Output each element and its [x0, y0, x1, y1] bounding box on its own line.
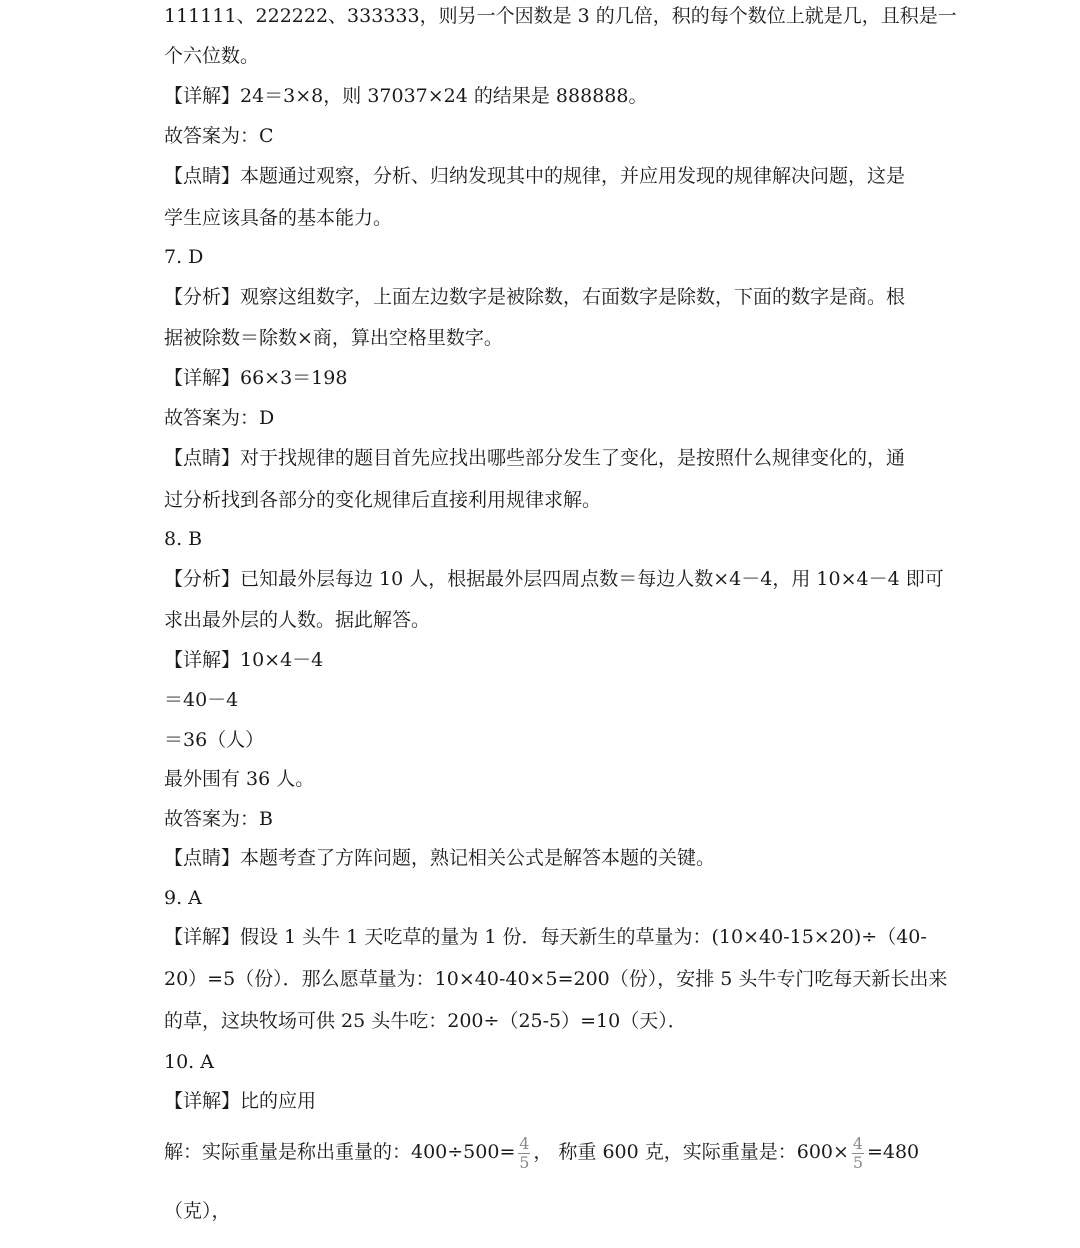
- text-line: 故答案为：C: [164, 125, 274, 147]
- text-line-with-fractions: [164, 1132, 919, 1172]
- fraction-numerator: 4: [852, 1133, 864, 1153]
- text-line: 111111、222222、333333，则另一个因数是 3 的几倍，积的每个数位上就是几，且积是一: [164, 5, 957, 27]
- text-line: 【详解】24＝3×8，则 37037×24 的结果是 888888。: [164, 85, 648, 107]
- text-segment: =480: [866, 1141, 920, 1163]
- question-number: 9. A: [164, 887, 202, 909]
- text-line: 【详解】假设 1 头牛 1 天吃草的量为 1 份．每天新生的草量为：(10×40-15×20)÷（40-: [164, 926, 927, 948]
- text-line: 【详解】66×3＝198: [164, 367, 348, 389]
- text-line: 【详解】比的应用: [164, 1090, 317, 1112]
- text-line: 【点睛】对于找规律的题目首先应找出哪些部分发生了变化，是按照什么规律变化的，通: [164, 447, 906, 469]
- text-line: 【点睛】本题考查了方阵问题，熟记相关公式是解答本题的关键。: [164, 847, 716, 869]
- text-line: 学生应该具备的基本能力。: [164, 207, 393, 229]
- text-segment: 解：实际重量是称出重量的：400÷500=: [164, 1141, 516, 1163]
- text-line: ＝36（人）: [164, 729, 265, 751]
- fraction-numerator: 4: [519, 1133, 530, 1153]
- text-line: 故答案为：B: [164, 808, 273, 830]
- text-line: 【详解】10×4－4: [164, 649, 324, 671]
- question-number: 7. D: [164, 246, 204, 268]
- text-line: 求出最外层的人数。据此解答。: [164, 609, 431, 631]
- question-number: 8. B: [164, 528, 203, 550]
- text-line: 的草，这块牧场可供 25 头牛吃：200÷（25-5）=10（天）．: [164, 1010, 687, 1032]
- text-line: （克），: [164, 1200, 231, 1222]
- text-line: ＝40－4: [164, 689, 239, 711]
- text-line: 个六位数。: [164, 45, 260, 67]
- text-line: 过分析找到各部分的变化规律后直接利用规律求解。: [164, 489, 602, 511]
- text-line: 【分析】已知最外层每边 10 人，根据最外层四周点数＝每边人数×4－4，用 10×4－4 即可: [164, 568, 944, 590]
- fraction-denominator: 5: [519, 1152, 530, 1172]
- fraction-denominator: 5: [852, 1152, 864, 1172]
- text-line: 【点睛】本题通过观察，分析、归纳发现其中的规律，并应用发现的规律解决问题，这是: [164, 165, 906, 187]
- text-line: 20）=5（份）．那么愿草量为：10×40-40×5=200（份），安排 5 头牛专门吃每天新长出来: [164, 968, 948, 990]
- text-line: 【分析】观察这组数字，上面左边数字是被除数，右面数字是除数，下面的数字是商。根: [164, 286, 906, 308]
- text-segment: ， 称重 600 克，实际重量是：600×: [533, 1141, 849, 1163]
- text-line: 最外围有 36 人。: [164, 768, 315, 790]
- fraction: [518, 1133, 530, 1172]
- question-number: 10. A: [164, 1051, 214, 1073]
- fraction: [852, 1133, 864, 1172]
- text-line: 故答案为：D: [164, 407, 275, 429]
- text-line: 据被除数＝除数×商，算出空格里数字。: [164, 327, 503, 349]
